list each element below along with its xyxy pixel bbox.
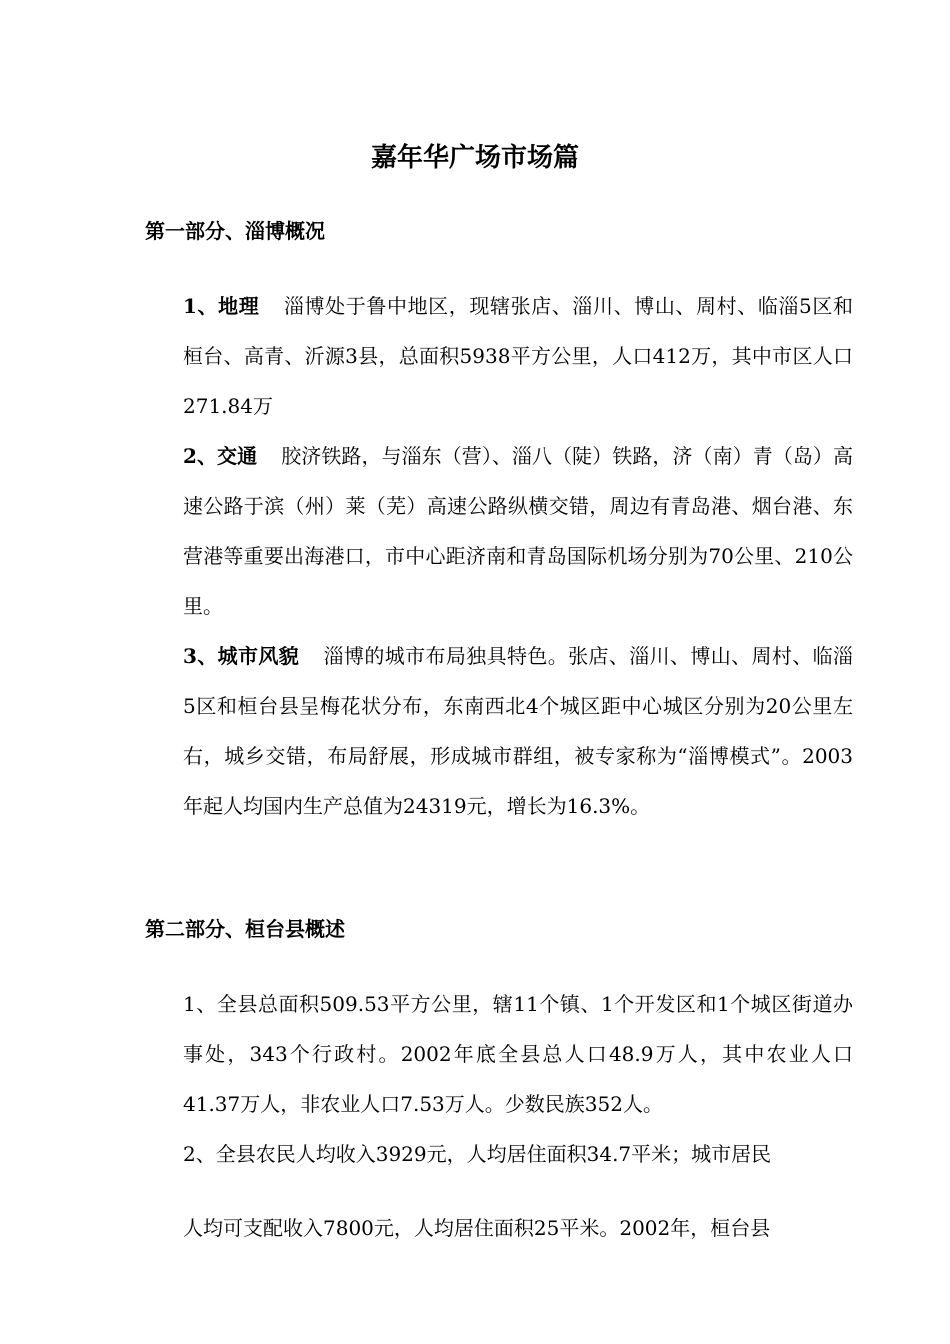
paragraph-geography <box>183 281 853 431</box>
document-title: 嘉年华广场市场篇 <box>370 143 579 173</box>
paragraph-text: 胶济铁路，与淄东（营）、淄八（陡）铁路，济（南）青（岛）高速公路于滨（州）莱（芜）高速公路纵横交错，周边有青岛港、烟台港、东营港等重要出海港口，市中心距济南和青岛国际机场分别为70公里、210公里。 <box>183 444 853 618</box>
paragraph-text: 淄博的城市布局独具特色。张店、淄川、博山、周村、临淄5区和桓台县呈梅花状分布，东南西北4个城区距中心城区分别为20公里左右，城乡交错，布局舒展，形成城市群组，被专家称为“淄博模式”。2003年起人均国内生产总值为24319元，增长为16.3%。 <box>183 644 854 818</box>
paragraph-lead: 1、地理 <box>183 294 260 318</box>
paragraph-transport <box>183 431 853 631</box>
paragraph-county-income-cont: 人均可支配收入7800元，人均居住面积25平米。2002年，桓台县 <box>183 1216 771 1240</box>
paragraph-text: 淄博处于鲁中地区，现辖张店、淄川、博山、周村、临淄5区和桓台、高青、沂源3县，总面积5938平方公里，人口412万，其中市区人口271.84万 <box>183 294 853 418</box>
section-heading-part1: 第一部分、淄博概况 <box>145 219 325 243</box>
paragraph-county-income: 2、全县农民人均收入3929元，人均居住面积34.7平米；城市居民 <box>183 1142 772 1166</box>
paragraph-city-style <box>183 631 853 831</box>
paragraph-lead: 2、交通 <box>183 444 258 468</box>
paragraph-county-area: 1、全县总面积509.53平方公里，辖11个镇、1个开发区和1个城区街道办事处，343个行政村。2002年底全县总人口48.9万人，其中农业人口41.37万人，非农业人口7.53万人。少数民族352人。 <box>183 992 853 1116</box>
paragraph-lead: 3、城市风貌 <box>183 644 300 668</box>
section-heading-part2: 第二部分、桓台县概述 <box>145 917 345 941</box>
